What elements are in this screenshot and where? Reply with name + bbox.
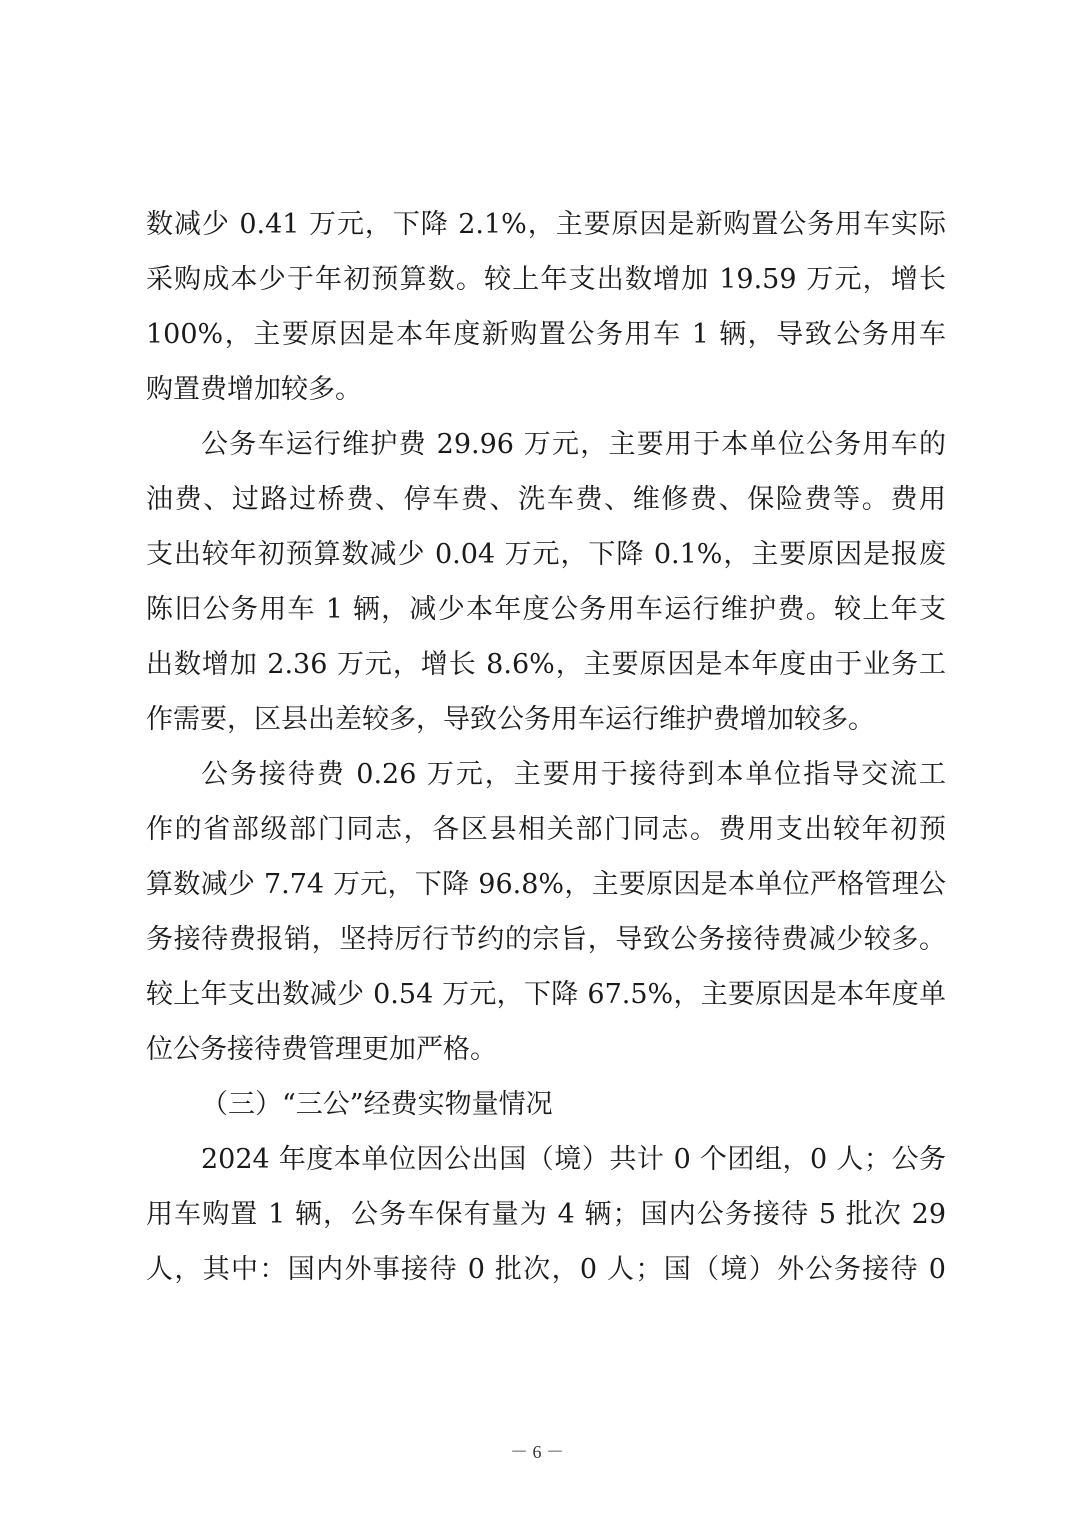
paragraph-start-line: 公务接待费 0.26 万元，主要用于接待到本单位指导交流工 [201,759,946,790]
text-line: 数减少 0.41 万元，下降 2.1%，主要原因是新购置公务用车实际 [146,209,946,240]
paragraph-start-line: 2024 年度本单位因公出国（境）共计 0 个团组，0 人；公务 [201,1144,946,1175]
text-line: 出数增加 2.36 万元，增长 8.6%，主要原因是本年度由于业务工 [146,649,946,680]
text-line: 用车购置 1 辆，公务车保有量为 4 辆；国内公务接待 5 批次 29 [146,1199,946,1230]
text-line: 陈旧公务用车 1 辆，减少本年度公务用车运行维护费。较上年支 [146,594,946,625]
text-line: 购置费增加较多。 [146,374,362,405]
text-line: 作的省部级部门同志，各区县相关部门同志。费用支出较年初预 [146,814,946,845]
section-heading: （三）“三公”经费实物量情况 [201,1089,553,1120]
page-number: － 6 － [510,1442,564,1462]
text-line: 算数减少 7.74 万元，下降 96.8%，主要原因是本单位严格管理公 [146,869,946,900]
document-body [146,197,946,1297]
text-line: 作需要，区县出差较多，导致公务用车运行维护费增加较多。 [146,704,875,735]
text-line: 务接待费报销，坚持厉行节约的宗旨，导致公务接待费减少较多。 [146,924,946,955]
paragraph-start-line: 公务车运行维护费 29.96 万元，主要用于本单位公务用车的 [201,429,946,460]
text-line: 位公务接待费管理更加严格。 [146,1034,497,1065]
text-line: 支出较年初预算数减少 0.04 万元，下降 0.1%，主要原因是报废 [146,539,946,570]
text-line: 油费、过路过桥费、停车费、洗车费、维修费、保险费等。费用 [146,484,946,515]
text-line: 100%，主要原因是本年度新购置公务用车 1 辆，导致公务用车 [146,319,946,350]
text-line: 人，其中：国内外事接待 0 批次，0 人；国（境）外公务接待 0 [146,1254,946,1285]
text-line: 较上年支出数减少 0.54 万元，下降 67.5%，主要原因是本年度单 [146,979,946,1010]
text-line: 采购成本少于年初预算数。较上年支出数增加 19.59 万元，增长 [146,264,946,295]
